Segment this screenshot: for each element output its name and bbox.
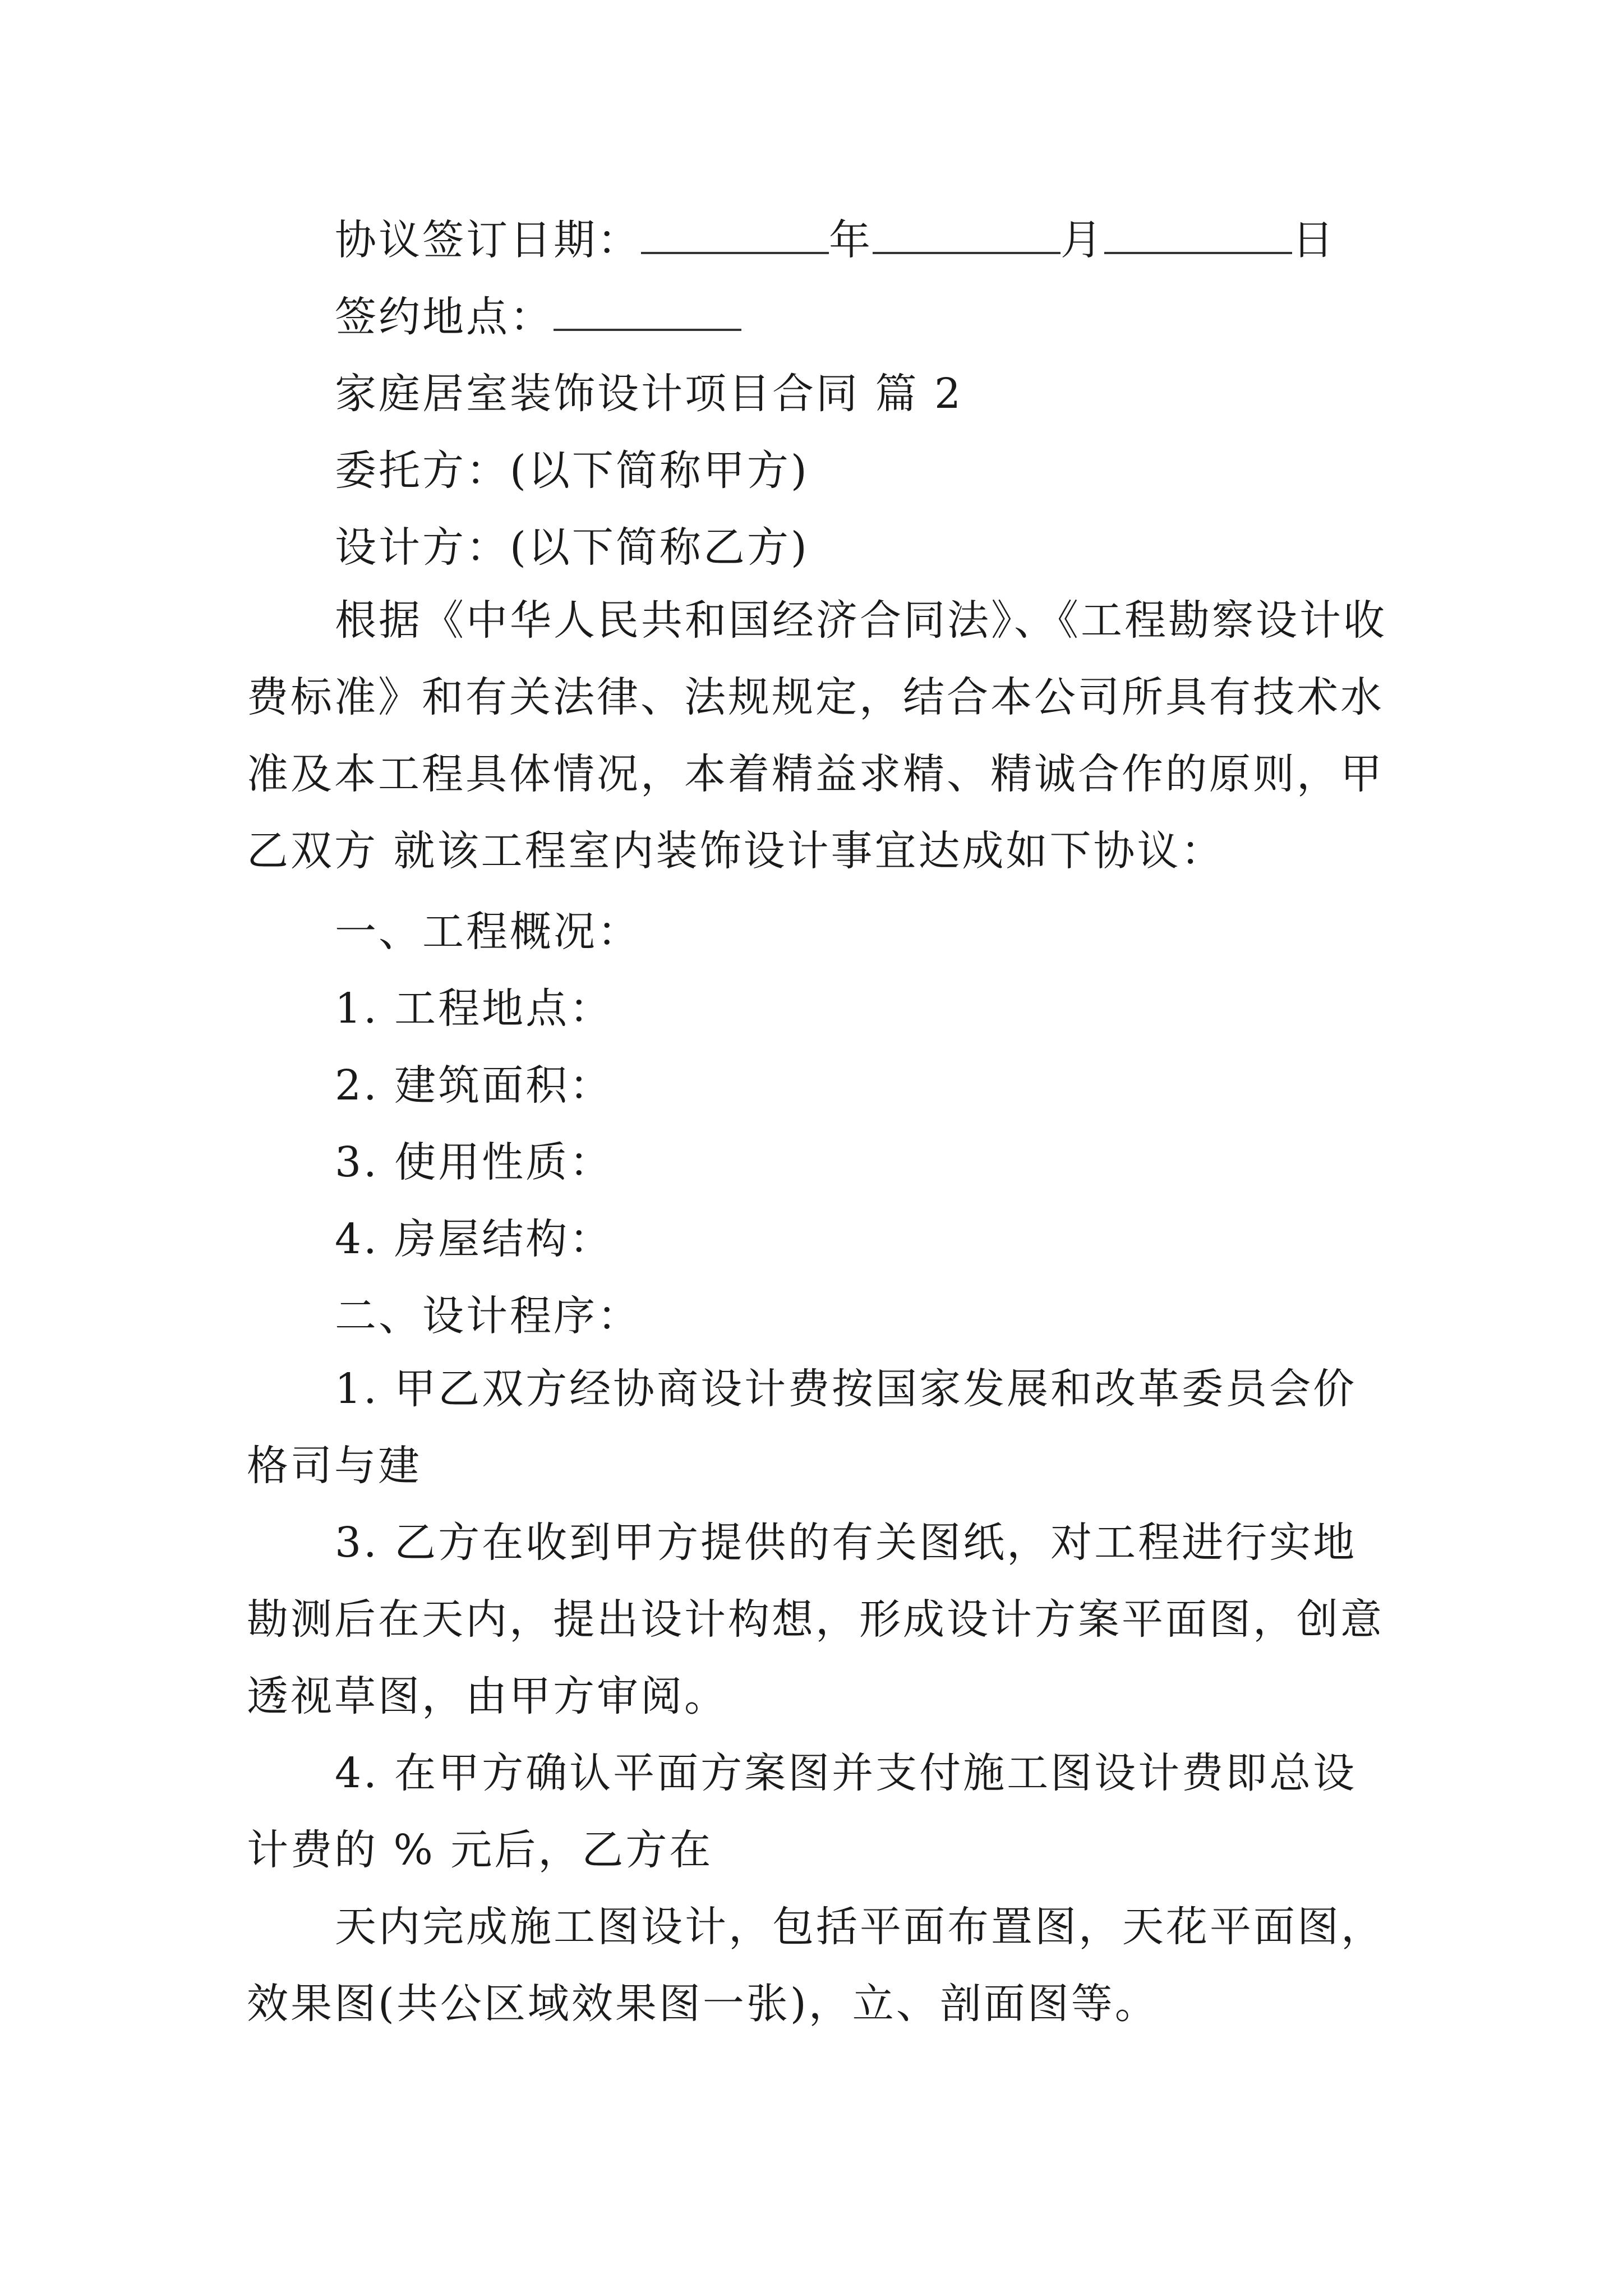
- month-label: 月: [1061, 216, 1104, 264]
- day-label: 日: [1292, 216, 1336, 264]
- month-blank: [873, 213, 1061, 254]
- preamble-paragraph: 根据《中华人民共和国经济合同法》、《工程勘察设计收费标准》和有关法律、法规规定，结合本公司所具有技术水准及本工程具体情况，本着精益求精、精诚合作的原则，甲乙双方 就该工程室内装饰设计事宜达成如下协议：: [247, 596, 1387, 875]
- section-2-heading: 二、设计程序：: [335, 1292, 641, 1340]
- item-2: 2. 建筑面积：: [335, 1061, 614, 1110]
- sign-place-line: [335, 289, 1389, 345]
- step-4-paragraph: 4. 在甲方确认平面方案图并支付施工图设计费即总设计费的 % 元后，乙方在: [247, 1749, 1357, 1874]
- section-1-heading: 一、工程概况：: [335, 908, 641, 956]
- client-line: 委托方：(以下简称甲方): [335, 447, 809, 495]
- year-blank: [641, 213, 829, 254]
- sign-place-blank: [554, 289, 741, 331]
- sign-place-label: 签约地点：: [335, 293, 554, 341]
- designer-line: 设计方：(以下简称乙方): [335, 523, 809, 572]
- step-4-continuation: 天内完成施工图设计，包括平面布置图，天花平面图，效果图(共公区域效果图一张)，立、剖面图等。: [247, 1903, 1385, 2028]
- step-3-paragraph: 3. 乙方在收到甲方提供的有关图纸，对工程进行实地勘测后在天内，提出设计构想，形成设计方案平面图，创意透视草图，由甲方审阅。: [247, 1519, 1384, 1720]
- item-3: 3. 使用性质：: [335, 1138, 614, 1186]
- sign-date-line: [335, 212, 1389, 268]
- day-blank: [1104, 213, 1292, 254]
- sign-date-label: 协议签订日期：: [335, 216, 641, 264]
- item-1: 1. 工程地点：: [335, 984, 614, 1033]
- year-label: 年: [829, 216, 873, 264]
- step-1-paragraph: 1. 甲乙双方经协商设计费按国家发展和改革委员会价格司与建: [247, 1365, 1357, 1490]
- contract-title: 家庭居室装饰设计项目合同 篇 2: [335, 370, 963, 418]
- item-4: 4. 房屋结构：: [335, 1215, 614, 1263]
